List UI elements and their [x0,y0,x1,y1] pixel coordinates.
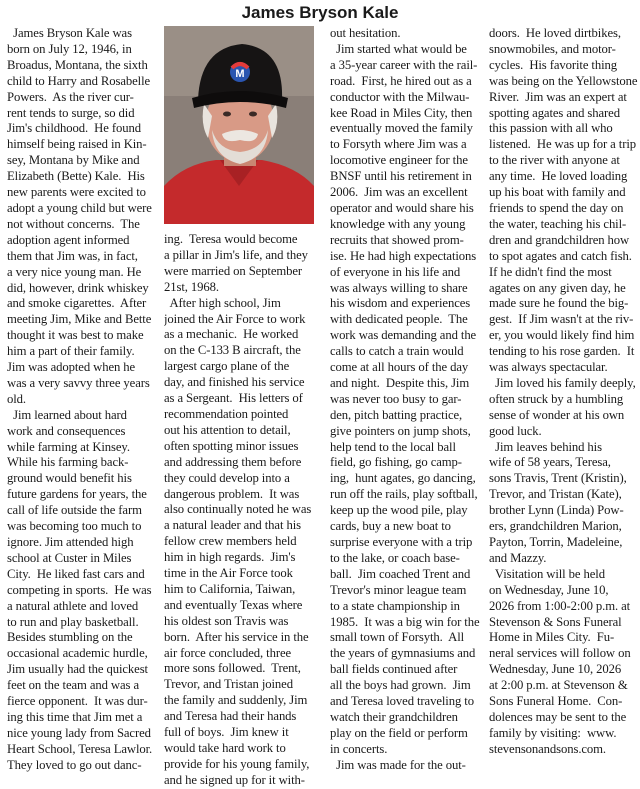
article-column-1: James Bryson Kale was born on July 12, 1946, in Broadus, Montana, the sixth child to Harry and Rosabelle Powers. As the river cur- rent tends to surge, so did Jim's childhood. He found himself being raised in Kin- sey, Montana by Mike and Elizabeth (Bette) Kale. His new parents were excited to adopt a young child but were not without concerns. The adoption agent informed them that Jim was, in fact, a very nice young man. He did, however, drink whiskey and smoke cigarettes. After meeting Jim, Mike and Bette thought it was best to make him a part of their family. Jim was adopted when he was a very savvy three years old. Jim learned about hard work and consequences while farming at Kinsey. While his farming back- ground would benefit his future gardens for years, the call of life outside the farm was becoming too much to ignore. Jim attended high school at Custer in Miles City. He liked fast cars and competing in sports. He was a natural athlete and loved to run and play basketball. Besides stumbling on the occasional academic hurdle, Jim usually had the quickest feet on the team and was a fierce opponent. It was dur- ing this time that Jim met a nice young lady from Sacred Heart School, Teresa Lawlor. They loved to go out danc- [7,26,153,772]
obituary-title: James Bryson Kale [241,3,399,22]
article-column-3: out hesitation. Jim started what would be a 35-year career with the rail- road. First, he hired out as a conductor with the Milwau- kee Road in Miles City, then eventually moved the family to Forsyth where Jim was a locomotive engineer for the BNSF until his retirement in 2006. Jim was an excellent operator and would share his knowledge with any young recruits that showed prom- ise. He had high expectations of everyone in his life and was always willing to share his wisdom and experiences with dedicated people. The work was demanding and the calls to catch a train would come at all hours of the day and night. Despite this, Jim was never too busy to gar- den, pitch batting practice, give pointers on jump shots, help tend to the local ball field, go fishing, go camp- ing, hunt agates, go dancing, run off the rails, play softball, keep up the wood pile, play cards, buy a new boat to surprise everyone with a trip to the lake, or coach base- ball. Jim coached Trent and Trevor's minor league team to a state championship in 1985. It was a big win for the small town of Forsyth. All the years of gymnasiums and ball fields continued after all the boys had grown. Jim and Teresa loved traveling to watch their grandchildren play on the field or perform in concerts. Jim was made for the out- [330,26,480,772]
svg-text:M: M [235,68,245,80]
article-column-2: ing. Teresa would become a pillar in Jim's life, and they were married on September 21st, 1968. After high school, Jim joined the Air Force to work as a mechanic. He worked on the C-133 B aircraft, the largest cargo plane of the day, and finished his service as a Sergeant. His letters of recommendation pointed out his attention to detail, often spotting minor issues and addressing them before they could develop into a dangerous problem. It was also continually noted he was a natural leader and that his fellow crew members held him in high regards. Jim's time in the Air Force took him to California, Taiwan, and eventually Texas where his oldest son Travis was born. After his service in the air force concluded, three more sons followed. Trent, Trevor, and Tristan joined the family and suddenly, Jim and Teresa had their hands full of boys. Jim knew it would take hard work to provide for his young family, and he signed up for it with- [164,232,312,787]
portrait-photo [164,26,314,224]
article-column-4: doors. He loved dirtbikes, snowmobiles, and motor- cycles. His favorite thing was being on the Yellowstone River. Jim was an expert at spotting agates and shared this passion with all who listened. He was up for a trip to the river with anyone at any time. He loved loading up his boat with family and friends to spend the day on the water, teaching his chil- dren and grandchildren how to spot agates and catch fish. If he didn't find the most agates on any given day, he made sure he found the big- gest. If Jim wasn't at the riv- er, you would likely find him tending to his rose garden. It was always spectacular. Jim loved his family deeply, often struck by a humbling sense of wonder at his own good luck. Jim leaves behind his wife of 58 years, Teresa, sons Travis, Trent (Kristin), Trevor, and Tristan (Kate), brother Lynn (Linda) Pow- ers, grandchildren Marion, Payton, Torrin, Madeleine, and Mazzy. Visitation will be held on Wednesday, June 10, 2026 from 1:00-2:00 p.m. at Stevenson & Sons Funeral Home in Miles City. Fu- neral services will follow on Wednesday, June 10, 2026 at 2:00 p.m. at Stevenson & Sons Funeral Home. Con- dolences may be sent to the family by visiting: www. stevensonandsons.com. [489,26,638,756]
